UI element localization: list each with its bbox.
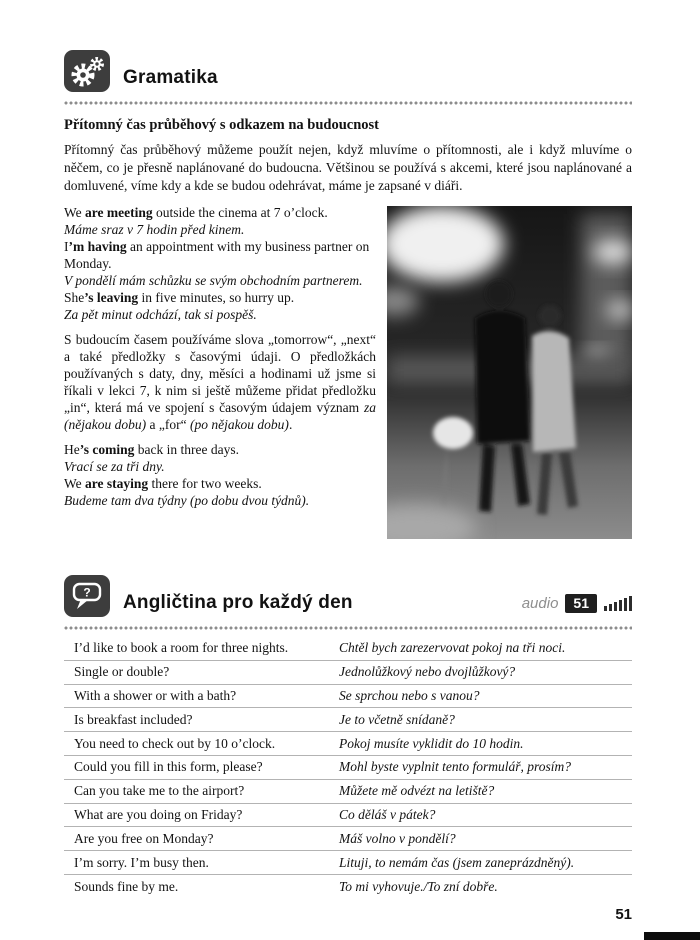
phrase-english: Could you fill in this form, please? bbox=[74, 759, 263, 775]
phrase-czech: Jednolůžkový nebo dvojlůžkový? bbox=[339, 664, 516, 680]
everyday-section-title: Angličtina pro každý den bbox=[123, 592, 353, 613]
sentence-segment: an appointment with my business partner on Monday. bbox=[64, 239, 370, 271]
audio-widget bbox=[522, 594, 632, 617]
audio-label: audio bbox=[521, 595, 559, 612]
phrase-czech: Se sprchou nebo s vanou? bbox=[339, 687, 480, 703]
phrase-row bbox=[64, 732, 632, 756]
grammar-heading: Přítomný čas průběhový s odkazem na budoucnost bbox=[64, 117, 380, 133]
audio-track-badge: 51 bbox=[565, 594, 597, 613]
grammar-intro: Přítomný čas průběhový můžeme použít nejen, když mluvíme o přítomnosti, ale i když mluvíme o něčem, co je přesně naplánované do budoucna. Většinou se používá s akcemi, které jsou naplánované a domluvené, víme kdy a kde se budou odehrávat, máme je zapsané v diáři. bbox=[64, 142, 632, 193]
paragraph-segment: . bbox=[288, 417, 293, 432]
phrase-english: I’d like to book a room for three nights. bbox=[74, 640, 289, 656]
phrase-row bbox=[64, 756, 632, 780]
phrase-czech: Lituji, to nemám čas (jsem zaneprázdněný). bbox=[339, 854, 575, 870]
page-number: 51 bbox=[615, 906, 632, 923]
example-cz: V pondělí mám schůzku se svým obchodním partnerem. bbox=[64, 273, 363, 288]
page-edge-mark bbox=[644, 932, 700, 940]
sentence-bold: are staying bbox=[85, 476, 149, 491]
dotted-divider bbox=[64, 101, 632, 105]
phrase-czech: Co děláš v pátek? bbox=[339, 806, 436, 822]
everyday-section bbox=[64, 575, 632, 899]
dotted-divider bbox=[64, 626, 632, 630]
example-cz: Za pět minut odchází, tak si pospěš. bbox=[64, 307, 257, 322]
phrase-row bbox=[64, 804, 632, 828]
sentence-segment: He bbox=[64, 442, 80, 457]
phrase-czech: Je to včetně snídaně? bbox=[339, 711, 455, 727]
phrase-czech: Chtěl bych zarezervovat pokoj na tři noci. bbox=[339, 640, 566, 656]
svg-text:?: ? bbox=[83, 585, 91, 600]
phrase-english: Sounds fine by me. bbox=[74, 878, 179, 894]
sentence-bold: ’s coming bbox=[79, 442, 135, 457]
phrase-english: With a shower or with a bath? bbox=[74, 687, 237, 703]
phrase-row bbox=[64, 851, 632, 875]
sentence-segment: I bbox=[64, 239, 69, 254]
phrase-czech: Mohl byste vyplnit tento formulář, prosím? bbox=[339, 759, 571, 775]
phrase-english: Single or double? bbox=[74, 664, 170, 680]
paragraph-italic: za (nějakou dobu) bbox=[64, 400, 376, 432]
example-cz: Budeme tam dva týdny (po dobu dvou týdnů). bbox=[64, 493, 310, 508]
sentence-segment: We bbox=[64, 476, 86, 491]
sentence-segment: there for two weeks. bbox=[148, 476, 262, 491]
everyday-section-header bbox=[64, 575, 632, 617]
phrase-english: Is breakfast included? bbox=[74, 711, 193, 727]
phrase-row bbox=[64, 780, 632, 804]
paragraph-segment: S budoucím časem používáme slova „tomorrow“, „next“ a také předložky s časovými údaji. O předložkách používaných s daty, dny, měsíci a hodinami už jsme si říkali v lekci 7, k nim si ještě můžeme přidat předložku „in“, která má ve spojení s časovým údajem význam bbox=[64, 332, 376, 415]
phrase-row bbox=[64, 708, 632, 732]
sentence-segment: We bbox=[64, 205, 86, 220]
phrase-english: Can you take me to the airport? bbox=[74, 783, 245, 799]
book-page bbox=[64, 0, 632, 899]
gears-icon-svg bbox=[69, 55, 105, 87]
grammar-flow bbox=[64, 204, 632, 545]
night-street-couple-photo bbox=[387, 206, 632, 539]
phrase-row bbox=[64, 827, 632, 851]
paragraph-italic: (po nějakou dobu) bbox=[189, 417, 289, 432]
speech-bubble-icon bbox=[64, 575, 110, 617]
example-cz: Máme sraz v 7 hodin před kinem. bbox=[64, 222, 245, 237]
phrase-row bbox=[64, 637, 632, 661]
sentence-segment: outside the cinema at 7 o’clock. bbox=[152, 205, 328, 220]
phrase-row bbox=[64, 685, 632, 709]
sentence-segment: She bbox=[64, 290, 85, 305]
phrase-row bbox=[64, 661, 632, 685]
phrase-english: What are you doing on Friday? bbox=[74, 806, 243, 822]
sentence-segment: in five minutes, so hurry up. bbox=[138, 290, 295, 305]
phrase-czech: To mi vyhovuje./To zní dobře. bbox=[339, 878, 498, 894]
sentence-bold: are meeting bbox=[85, 205, 153, 220]
sentence-bold: ’m having bbox=[68, 239, 127, 254]
paragraph-segment: a „for“ bbox=[146, 417, 190, 432]
phrase-english: I’m sorry. I’m busy then. bbox=[74, 854, 209, 870]
phrase-table bbox=[64, 637, 632, 899]
phrase-english: You need to check out by 10 o’clock. bbox=[74, 735, 276, 751]
speech-bubble-icon-svg bbox=[71, 581, 103, 611]
audio-bars-icon bbox=[604, 596, 632, 611]
sentence-segment: back in three days. bbox=[134, 442, 239, 457]
example-cz: Vrací se za tři dny. bbox=[64, 459, 165, 474]
phrase-english: Are you free on Monday? bbox=[74, 830, 214, 846]
grammar-section-header bbox=[64, 50, 632, 92]
phrase-czech: Můžete mě odvézt na letiště? bbox=[339, 783, 495, 799]
gears-icon bbox=[64, 50, 110, 92]
phrase-czech: Pokoj musíte vyklidit do 10 hodin. bbox=[339, 735, 524, 751]
phrase-row bbox=[64, 875, 632, 899]
phrase-czech: Máš volno v pondělí? bbox=[339, 830, 456, 846]
sentence-bold: ’s leaving bbox=[84, 290, 139, 305]
grammar-section-title: Gramatika bbox=[123, 67, 218, 88]
